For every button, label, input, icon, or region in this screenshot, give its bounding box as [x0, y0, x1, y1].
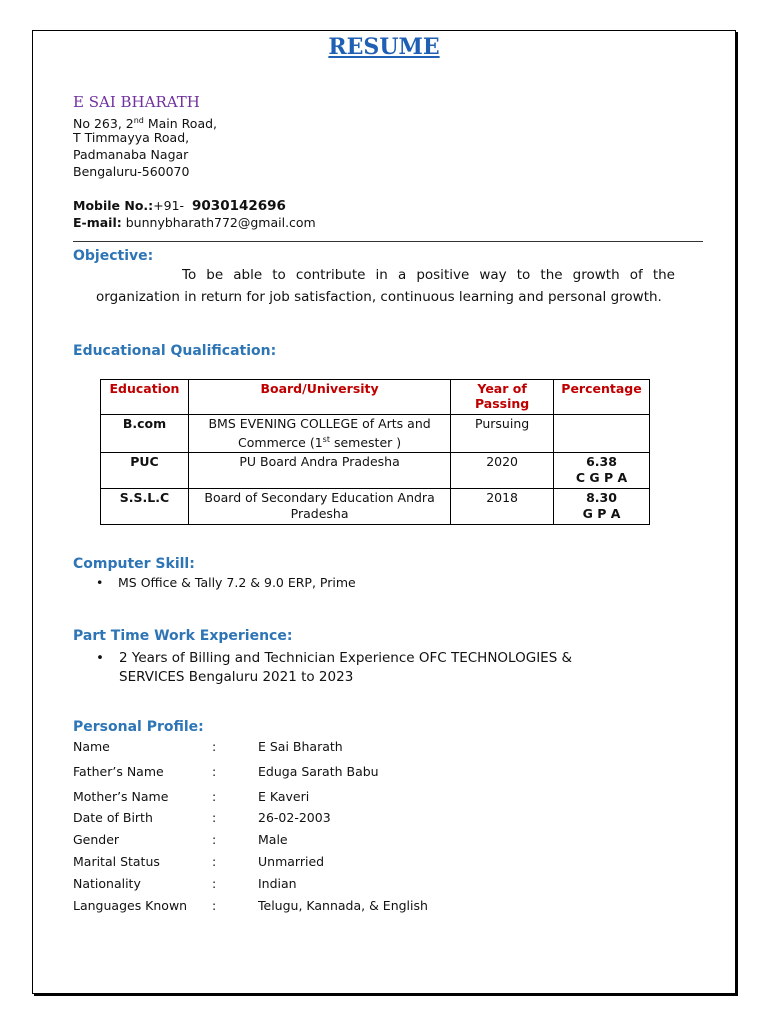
- profile-label: Name: [73, 739, 110, 754]
- email-address[interactable]: bunnybharath772@gmail.com: [125, 215, 316, 230]
- profile-label: Date of Birth: [73, 810, 153, 825]
- profile-value: Male: [258, 832, 288, 847]
- address-line-2: T Timmayya Road,: [73, 130, 190, 145]
- table-row: [101, 415, 650, 453]
- profile-label: Nationality: [73, 876, 141, 891]
- table-row: [101, 489, 650, 525]
- bullet-icon: •: [96, 575, 104, 590]
- education-cell: B.com: [101, 415, 189, 453]
- profile-row: [73, 832, 573, 850]
- header-education: Education: [101, 380, 189, 415]
- candidate-name: E SAI BHARATH: [73, 93, 200, 111]
- list-item: [96, 649, 616, 687]
- profile-separator: :: [212, 810, 217, 825]
- profile-separator: :: [212, 832, 217, 847]
- list-item: [96, 575, 356, 590]
- board-cell: BMS EVENING COLLEGE of Arts and Commerce (1st semester ): [188, 415, 450, 453]
- profile-row: [73, 789, 573, 807]
- profile-label: Languages Known: [73, 898, 188, 913]
- personal-profile-heading: Personal Profile:: [73, 719, 204, 735]
- profile-label: Gender: [73, 832, 120, 847]
- percentage-cell: 6.38 C G P A: [554, 453, 650, 489]
- header-year: Year of Passing: [451, 380, 554, 415]
- profile-separator: :: [212, 739, 217, 754]
- bullet-icon: •: [96, 650, 104, 666]
- profile-value: Unmarried: [258, 854, 325, 869]
- education-cell: S.S.L.C: [101, 489, 189, 525]
- experience-heading: Part Time Work Experience:: [73, 628, 293, 644]
- education-heading: Educational Qualification:: [73, 343, 277, 359]
- header-divider: [73, 241, 703, 242]
- profile-value: 26-02-2003: [258, 810, 331, 825]
- objective-text: To be able to contribute in a positive way to the growth of the organization in return for job satisfaction, continuous learning and personal growth.: [96, 267, 675, 305]
- profile-value: E Kaveri: [258, 789, 310, 804]
- profile-label: Marital Status: [73, 854, 160, 869]
- profile-row: [73, 876, 573, 894]
- profile-value: Eduga Sarath Babu: [258, 764, 379, 779]
- profile-value: Telugu, Kannada, & English: [258, 898, 428, 913]
- profile-value: Indian: [258, 876, 297, 891]
- profile-row: [73, 854, 573, 872]
- header-board: Board/University: [188, 380, 450, 415]
- profile-separator: :: [212, 876, 217, 891]
- profile-value: E Sai Bharath: [258, 739, 343, 754]
- board-cell: PU Board Andra Pradesha: [188, 453, 450, 489]
- percentage-cell: [554, 415, 650, 453]
- year-cell: 2020: [451, 453, 554, 489]
- profile-label: Father’s Name: [73, 764, 164, 779]
- header-percentage: Percentage: [554, 380, 650, 415]
- profile-separator: :: [212, 854, 217, 869]
- resume-title: RESUME: [328, 34, 440, 60]
- profile-separator: :: [212, 898, 217, 913]
- profile-row: [73, 810, 573, 828]
- mobile-number: 9030142696: [192, 198, 286, 214]
- profile-separator: :: [212, 764, 217, 779]
- year-cell: 2018: [451, 489, 554, 525]
- address-line-1: No 263, 2nd Main Road,: [73, 116, 218, 132]
- address-line-3: Padmanaba Nagar: [73, 147, 189, 162]
- skill-text: MS Office & Tally 7.2 & 9.0 ERP, Prime: [118, 575, 356, 590]
- objective-heading: Objective:: [73, 248, 154, 264]
- profile-row: [73, 739, 573, 757]
- profile-row: [73, 764, 573, 782]
- computer-skill-heading: Computer Skill:: [73, 556, 195, 572]
- year-cell: Pursuing: [451, 415, 554, 453]
- mobile-line: [73, 198, 286, 214]
- address-line-4: Bengaluru-560070: [73, 164, 190, 179]
- experience-text: 2 Years of Billing and Technician Experience OFC TECHNOLOGIES & SERVICES Bengaluru 2021 to 2023: [119, 650, 573, 685]
- percentage-cell: 8.30 G P A: [554, 489, 650, 525]
- board-cell: Board of Secondary Education Andra Pradesha: [188, 489, 450, 525]
- email-label: E-mail:: [73, 215, 122, 230]
- profile-label: Mother’s Name: [73, 789, 169, 804]
- email-line: [73, 215, 316, 230]
- table-header-row: [101, 380, 650, 415]
- mobile-prefix: +91-: [153, 198, 185, 213]
- mobile-label: Mobile No.:: [73, 198, 154, 213]
- profile-separator: :: [212, 789, 217, 804]
- education-table: [100, 379, 650, 525]
- education-cell: PUC: [101, 453, 189, 489]
- table-row: [101, 453, 650, 489]
- profile-row: [73, 898, 573, 916]
